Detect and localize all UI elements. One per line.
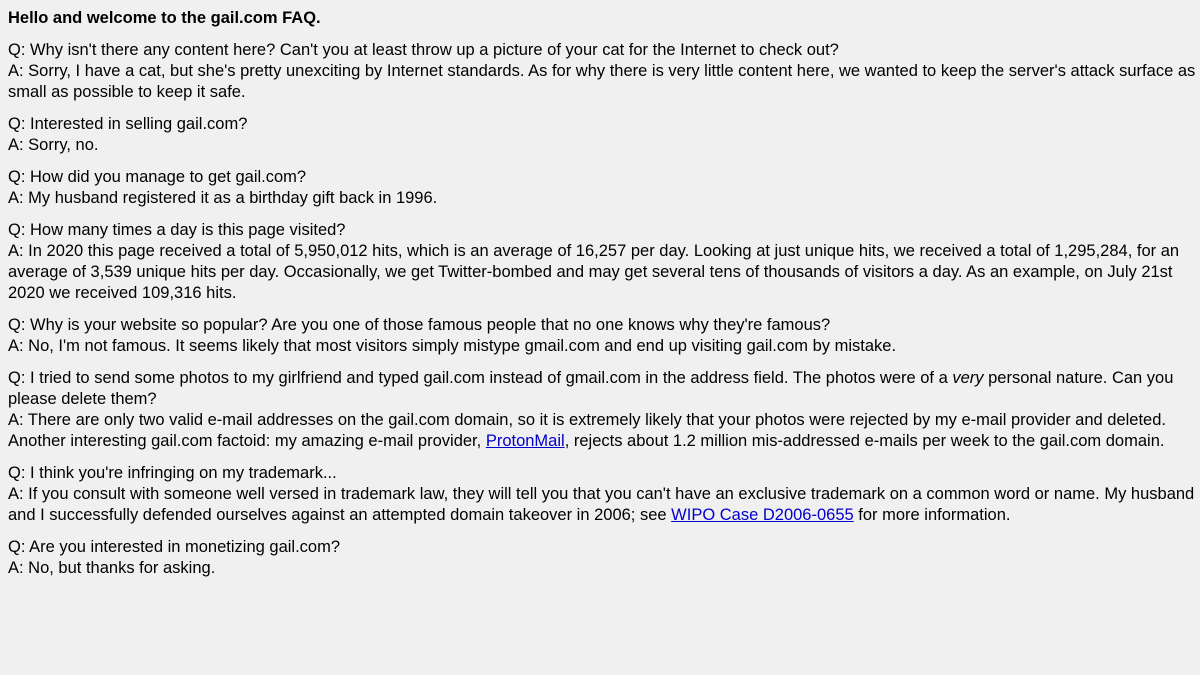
faq-answer-text: , rejects about 1.2 million mis-addressed e-mails per week to the gail.com domain. xyxy=(564,432,1165,450)
faq-answer-text: A: If you consult with someone well versed in trademark law, they will tell you that you can't have an exclusive trademark on a common word or name. My husband and I successfully defended ourselves against an attempted domain takeover in 2006; see xyxy=(8,485,1195,524)
faq-question: Q: How many times a day is this page visited? xyxy=(8,221,346,239)
faq-item-how-got xyxy=(8,167,1196,209)
faq-question: Q: I think you're infringing on my trademark... xyxy=(8,464,337,482)
faq-item-trademark xyxy=(8,463,1196,526)
faq-question: Q: Are you interested in monetizing gail.com? xyxy=(8,538,341,556)
faq-item-selling xyxy=(8,114,1196,156)
faq-question: Q: Why is your website so popular? Are you one of those famous people that no one knows why they're famous? xyxy=(8,316,831,334)
faq-question: Q: Why isn't there any content here? Can't you at least throw up a picture of your cat for the Internet to check out? xyxy=(8,41,839,59)
faq-answer: A: No, I'm not famous. It seems likely that most visitors simply mistype gmail.com and end up visiting gail.com by mistake. xyxy=(8,337,897,355)
faq-question-emphasis: very xyxy=(952,369,984,387)
faq-question xyxy=(8,368,1196,410)
faq-item-popular xyxy=(8,315,1196,357)
faq-item-visits xyxy=(8,220,1196,304)
faq-answer-text: A: There are only two valid e-mail addresses on the gail.com domain, so it is extremely likely that your photos were rejected by my e-mail provider and deleted. Another interesting gail.com factoid: my amazing e-mail provider, xyxy=(8,411,1166,450)
wipo-case-link[interactable]: WIPO Case D2006-0655 xyxy=(671,506,854,524)
faq-answer: A: No, but thanks for asking. xyxy=(8,559,216,577)
faq-answer: A: In 2020 this page received a total of 5,950,012 hits, which is an average of 16,257 per day. Looking at just unique hits, we received a total of 1,295,284, for an average of 3,539 unique hits per day. Occasionally, we get Twitter-bombed and may get several tens of thousands of visitors a day. As an example, on July 21st 2020 we received 109,316 hits. xyxy=(8,242,1180,302)
faq-question: Q: Interested in selling gail.com? xyxy=(8,115,248,133)
faq-answer-text: for more information. xyxy=(853,506,1011,524)
faq-question-text: personal nature. Can you please delete them? xyxy=(8,369,1174,408)
protonmail-link[interactable]: ProtonMail xyxy=(485,432,565,450)
faq-question-text: Q: I tried to send some photos to my girlfriend and typed gail.com instead of gmail.com in the address field. The photos were of a xyxy=(8,369,953,387)
faq-answer: A: Sorry, I have a cat, but she's pretty unexciting by Internet standards. As for why there is very little content here, we wanted to keep the server's attack surface as small as possible to keep it safe. xyxy=(8,62,1196,101)
faq-item-photos xyxy=(8,368,1196,452)
faq-page xyxy=(8,8,1196,590)
faq-question: Q: How did you manage to get gail.com? xyxy=(8,168,307,186)
faq-item-cat xyxy=(8,40,1196,103)
faq-answer: A: Sorry, no. xyxy=(8,136,99,154)
faq-answer xyxy=(8,484,1196,526)
faq-answer: A: My husband registered it as a birthday gift back in 1996. xyxy=(8,189,438,207)
faq-item-monetizing xyxy=(8,537,1196,579)
page-title: Hello and welcome to the gail.com FAQ. xyxy=(8,9,321,27)
faq-answer xyxy=(8,410,1196,452)
